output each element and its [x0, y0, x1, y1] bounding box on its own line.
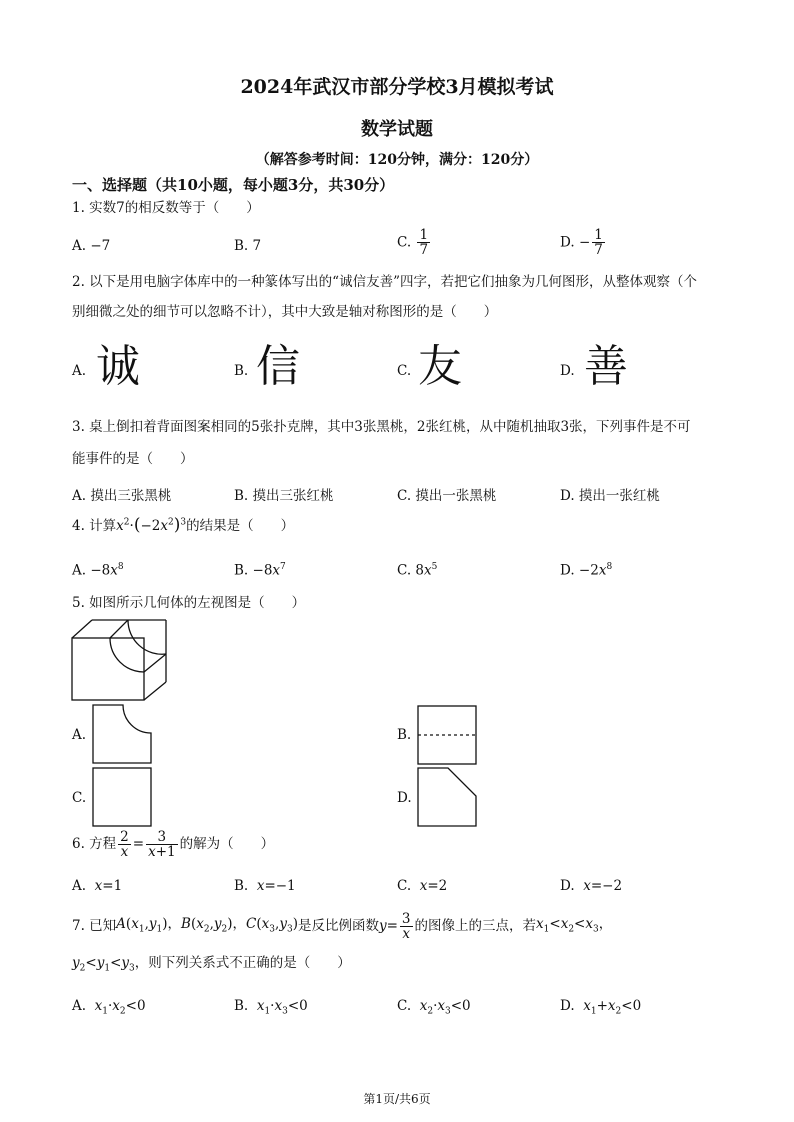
q4-option-a: A. $-8x^8$ — [72, 562, 124, 579]
q1-option-d: D. − $\frac{1}{7}$ — [560, 227, 603, 259]
seal-glyph-cheng: 诚 — [96, 341, 140, 392]
q3-option-a: A. 摸出三张黑桃 — [72, 488, 172, 504]
q5-option-a: A. — [72, 727, 87, 743]
q4-option-d: D. $-2x^8$ — [560, 562, 613, 579]
q2-option-a: A. — [72, 363, 87, 379]
section-heading: 一、选择题（共10小题，每小题3分，共30分） — [72, 176, 395, 194]
q6-option-a: A. x=1 — [72, 878, 123, 894]
q3-stem-line2: 能事件的是（ ） — [72, 451, 194, 467]
q5-option-d: D. — [397, 790, 412, 806]
q4-option-c: C. $8x^5$ — [397, 562, 438, 579]
q2-option-d: D. — [560, 363, 575, 379]
q5-option-a-figure — [91, 703, 157, 765]
q2-stem-line2: 别细微之处的细节可以忽略不计），其中大致是轴对称图形的是（ ） — [72, 304, 498, 320]
q1-option-b: B. 7 — [234, 238, 262, 254]
q7-option-c: C. $x_2\cdot x_3<0$ — [397, 998, 471, 1017]
q2-stem-line1: 2. 以下是用电脑字体库中的一种篆体写出的“诚信友善”四字，若把它们抽象为几何图形，从整体观察（个 — [72, 274, 697, 290]
exam-title: 2024年武汉市部分学校3月模拟考试 — [240, 76, 554, 98]
q1-option-c: C. $\frac{1}{7}$ — [397, 227, 429, 259]
q5-option-c: C. — [72, 790, 87, 806]
q3-option-d: D. 摸出一张红桃 — [560, 488, 660, 504]
exam-subject: 数学试题 — [361, 119, 433, 140]
q3-stem-line1: 3. 桌上倒扣着背面图案相同的5张扑克牌，其中3张黑桃，2张红桃，从中随机抽取3张，下列事件是不可 — [72, 419, 691, 435]
q7-option-b: B. $x_1\cdot x_3<0$ — [234, 998, 308, 1017]
q5-option-d-figure — [416, 766, 480, 828]
q6-option-b: B. x=−1 — [234, 878, 296, 894]
page-number: 第1页/共6页 — [363, 1092, 431, 1106]
q5-option-b: B. — [397, 727, 412, 743]
q5-option-b-figure — [416, 704, 480, 766]
q6-option-c: C. x=2 — [397, 878, 448, 894]
q7-stem-line2: $y_2<y_1<y_3$，则下列关系式不正确的是（ ） — [72, 955, 351, 974]
q6-stem: 6. 方程 $\frac{2}{x}$ = $\frac{3}{x+1}$ 的解为（ ） — [72, 829, 275, 861]
q7-option-d: D. $x_1+x_2<0$ — [560, 998, 642, 1017]
seal-glyph-shan: 善 — [584, 341, 628, 392]
q4-option-b: B. $-8x^7$ — [234, 562, 286, 579]
exam-info: （解答参考时间：120分钟，满分：120分） — [255, 152, 539, 168]
q3-option-c: C. 摸出一张黑桃 — [397, 488, 497, 504]
q1-option-a: A. −7 — [72, 238, 111, 254]
q7-option-a: A. $x_1\cdot x_2<0$ — [72, 998, 146, 1017]
geometry-solid-figure — [70, 618, 170, 703]
q3-option-b: B. 摸出三张红桃 — [234, 488, 334, 504]
seal-glyph-you: 友 — [418, 341, 462, 392]
q1-stem: 1. 实数7的相反数等于（ ） — [72, 200, 260, 216]
q7-stem-line1: 7. 已知$A(x_1,y_1)$，$B(x_2,y_2)$，$C(x_3,y_3)$是反比例函数y= $\frac{3}{x}$ 的图像上的三点，若$x_1<x_2<x_3$， — [72, 911, 613, 943]
q5-option-c-figure — [91, 766, 155, 828]
q5-stem: 5. 如图所示几何体的左视图是（ ） — [72, 595, 306, 611]
q4-stem: 4. 计算$x^2\cdot(-2x^2)^3$的结果是（ ） — [72, 515, 295, 535]
q2-option-b: B. — [234, 363, 249, 379]
q6-option-d: D. x=−2 — [560, 878, 623, 894]
seal-glyph-xin: 信 — [256, 341, 300, 392]
q2-option-c: C. — [397, 363, 412, 379]
